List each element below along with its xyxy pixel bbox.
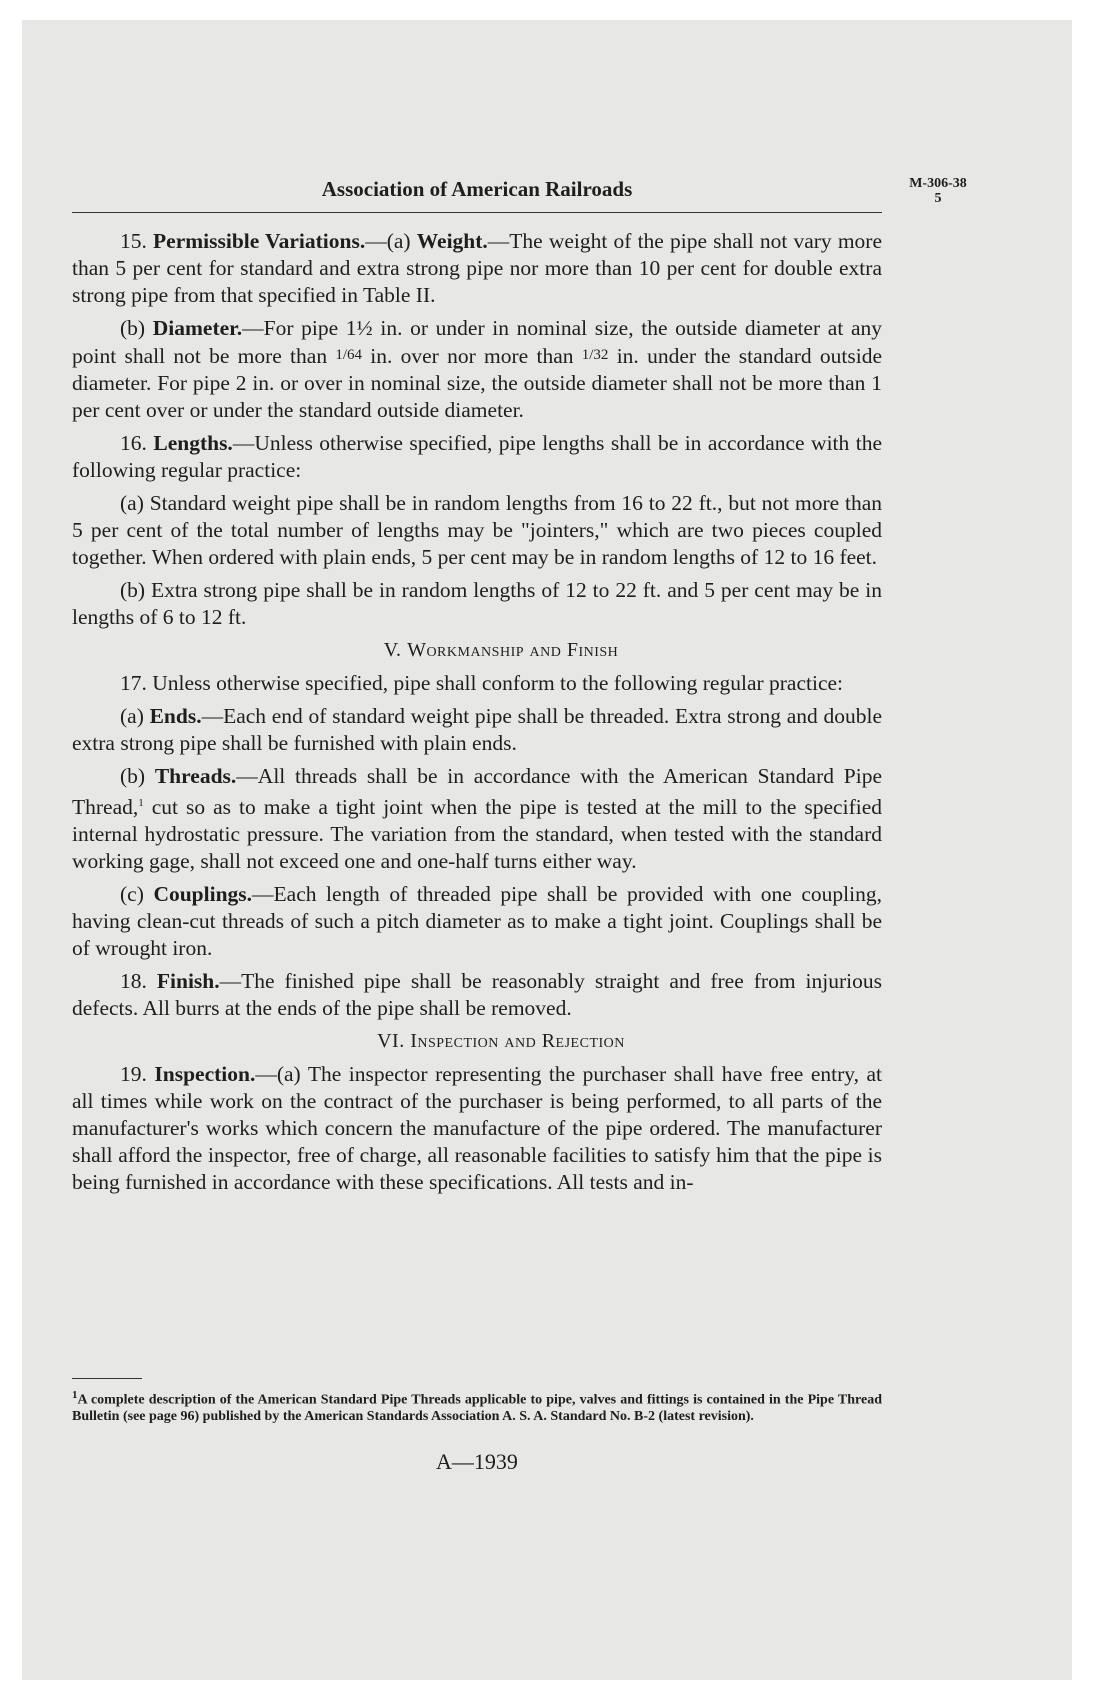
subsection-couplings-title: Couplings.: [153, 882, 253, 907]
para-18: 18. Finish.—The finished pipe shall be reasonably straight and free from injurious defects. All burrs at the ends of the pipe shall be removed.: [72, 969, 882, 1021]
part-6-heading: VI. Inspection and Rejection: [377, 1030, 625, 1053]
para-15a: 15. Permissible Variations.—(a) Weight.—The weight of the pipe shall not vary more than 5 per cent for standard and extra strong pipe nor more than 10 per cent for double extra strong pipe from that specified in Table II.: [72, 229, 883, 307]
header-title: Association of American Railroads: [321, 177, 633, 201]
subsection-diameter-title: Diameter.: [152, 316, 243, 340]
section-16-title: Lengths.: [153, 431, 233, 455]
para-17a: (a) Ends.—Each end of standard weight pipe shall be threaded. Extra strong and double extra strong pipe shall be furnished with plain ends.: [72, 704, 883, 755]
document-code-line2: 5: [934, 191, 942, 206]
fraction-1-32: 1/32: [581, 347, 609, 363]
footnote-text: A complete description of the American Standard Pipe Threads applicable to pipe, valves and fittings is contained in the Pipe Thread Bulletin (see page 96) published by the American Standards Association A. S. A. Standard No. B-2 (latest revision).: [72, 1392, 882, 1424]
document-code: [893, 176, 983, 206]
page-header: [72, 170, 882, 213]
document-body: [72, 228, 882, 1202]
page-number: A—1939: [436, 1449, 518, 1474]
para-16a: (a) Standard weight pipe shall be in random lengths from 16 to 22 ft., but not more than 5 per cent of the total number of lengths may be "jointers," which are two pieces coupled together. When ordered with plain ends, 5 per cent may be in random lengths of 12 to 16 feet.: [72, 491, 882, 569]
para-16: 16. Lengths.—Unless otherwise specified, pipe lengths shall be in accordance with the following regular practice:: [72, 431, 883, 482]
para-17: 17. Unless otherwise specified, pipe shall conform to the following regular practice:: [120, 671, 844, 695]
section-19-title: Inspection.: [154, 1062, 256, 1087]
section-18-title: Finish.: [156, 969, 220, 994]
subsection-weight-title: Weight.: [416, 229, 488, 253]
part-5-heading: V. Workmanship and Finish: [383, 639, 619, 661]
footnote-ref: 1: [138, 797, 144, 809]
subsection-ends-title: Ends.: [149, 704, 202, 728]
para-16b: (b) Extra strong pipe shall be in random lengths of 12 to 22 ft. and 5 per cent may be in lengths of 6 to 12 ft.: [72, 578, 882, 629]
footnote-marker: 1: [72, 1389, 78, 1401]
footnote-rule: [72, 1378, 142, 1379]
document-code-line1: M-306-38: [909, 176, 967, 191]
footnote: [72, 1387, 882, 1425]
para-15b: (b) Diameter.—For pipe 1½ in. or under in nominal size, the outside diameter at any point shall not be more than 1/64 in. over nor more than 1/32 in. under the standard outside diameter. For pipe 2 in. or over in nominal size, the outside diameter shall not be more than 1 per cent over or under the standard outside diameter.: [72, 316, 883, 422]
fraction-1-64: 1/64: [335, 347, 363, 363]
para-19: 19. Inspection.—(a) The inspector representing the purchaser shall have free entry, at all times while work on the contract of the purchaser is being performed, to all parts of the manufacturer's works which concern the manufacture of the pipe ordered. The manufacturer shall afford the inspector, free of charge, all reasonable facilities to satisfy him that the pipe is being furnished in accordance with these specifications. All tests and in-: [72, 1062, 882, 1195]
subsection-threads-title: Threads.: [154, 764, 237, 788]
section-15-title: Permissible Variations.: [153, 229, 366, 253]
para-17c: (c) Couplings.—Each length of threaded pipe shall be provided with one coupling, having clean-cut threads of such a pitch diameter as to make a tight joint. Couplings shall be of wrought iron.: [72, 882, 882, 961]
para-17b: (b) Threads.—All threads shall be in accordance with the American Standard Pipe Thread,$^1$ cut so as to make a tight joint when the pipe is tested at the mill to the specified internal hydrostatic pressure. The variation from the standard, when tested with the standard working gage, shall not exceed one and one-half turns either way.: [72, 764, 882, 874]
